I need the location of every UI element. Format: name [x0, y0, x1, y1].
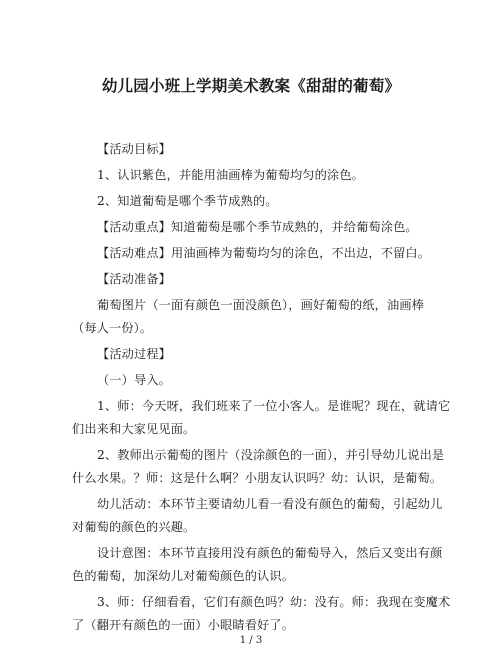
paragraph-line: 葡萄图片（一面有颜色一面没颜色），画好葡萄的纸，油画棒	[97, 298, 425, 312]
paragraph-line: 色的葡萄，加深幼儿对葡萄颜色的认识。	[72, 569, 295, 583]
paragraph-line: 1、认识紫色，并能用油画棒为葡萄均匀的涂色。	[97, 168, 364, 182]
paragraph-line: 设计意图：本环节直接用没有颜色的葡萄导入，然后又变出有颜	[97, 546, 443, 560]
page-number: 1 / 3	[239, 635, 263, 646]
document-title: 幼儿园小班上学期美术教案《甜甜的葡萄》	[101, 76, 401, 95]
paragraph-line: （一）导入。	[97, 373, 172, 387]
paragraph-line: 幼儿活动：本环节主要请幼儿看一看没有颜色的葡萄，引起幼儿	[97, 497, 443, 511]
section-heading-preparation: 【活动准备】	[97, 272, 172, 286]
paragraph-line: 2、教师出示葡萄的图片（没涂颜色的一面），并引导幼儿说出是	[97, 448, 445, 462]
paragraph-line: 什么水果。？师：这是什么啊？小朋友认识吗？幼：认识，是葡萄。	[72, 471, 443, 485]
section-heading-goals: 【活动目标】	[97, 142, 172, 156]
paragraph-line: （每人一份）。	[72, 321, 153, 335]
paragraph-line: 们出来和大家见见面。	[72, 422, 196, 436]
section-heading-key-points: 【活动重点】知道葡萄是哪个季节成熟的，并给葡萄涂色。	[97, 220, 418, 234]
paragraph-line: 对葡萄的颜色的兴趣。	[72, 520, 196, 534]
section-heading-process: 【活动过程】	[97, 347, 172, 361]
paragraph-line: 1、师：今天呀，我们班来了一位小客人。是谁呢？现在，就请它	[97, 399, 451, 413]
section-heading-difficulties: 【活动难点】用油画棒为葡萄均匀的涂色，不出边，不留白。	[97, 246, 431, 260]
paragraph-line: 2、知道葡萄是哪个季节成熟的。	[97, 194, 278, 208]
paragraph-line: 3、师：仔细看看，它们有颜色吗？幼：没有。师：我现在变魔术	[97, 595, 451, 609]
paragraph-line: 了（翻开有颜色的一面）小眼睛看好了。	[72, 618, 295, 632]
